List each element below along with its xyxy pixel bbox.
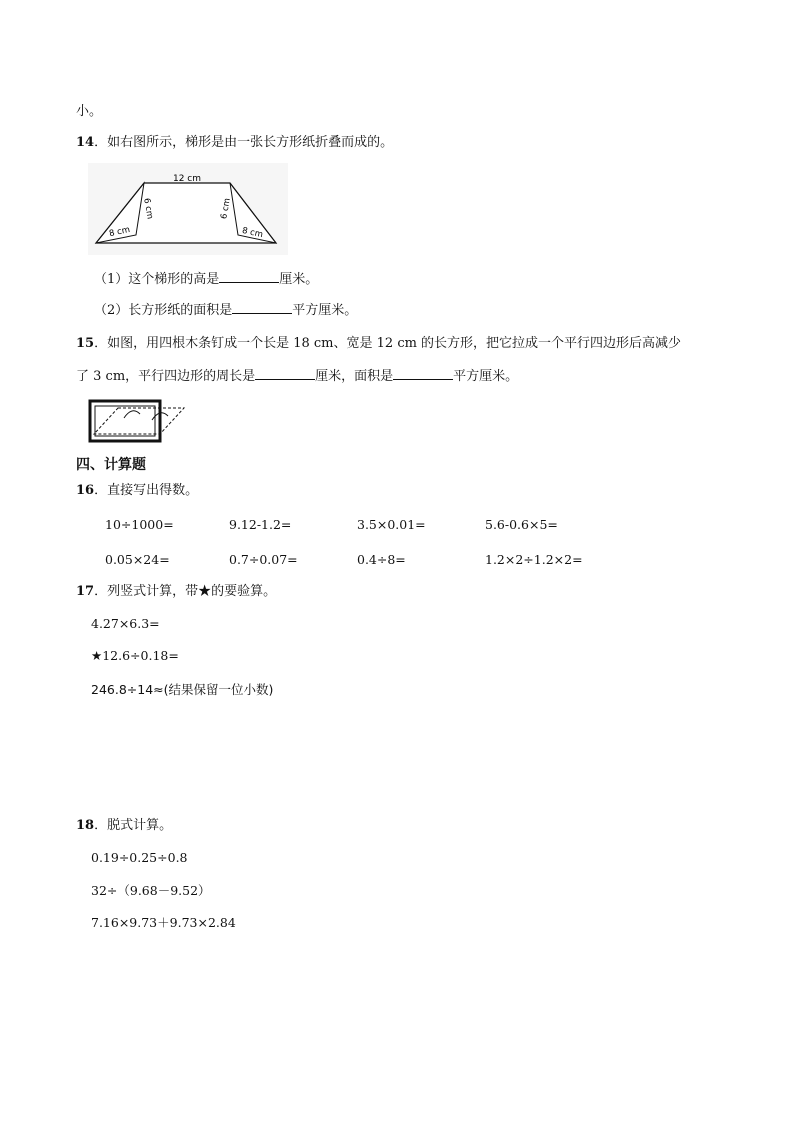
- question-text: 厘米，面积是: [315, 369, 394, 384]
- calc-item: 32÷（9.68－9.52）: [91, 883, 211, 898]
- calc-item: 7.16×9.73＋9.73×2.84: [91, 915, 236, 930]
- calc-item: 0.7÷0.07=: [229, 552, 298, 567]
- question-number: 17: [76, 584, 95, 599]
- trapezoid-figure: [88, 163, 288, 255]
- calc-item: ★12.6÷0.18=: [91, 648, 179, 663]
- question-number: 18: [76, 818, 95, 833]
- question-text: ．直接写出得数。: [94, 483, 199, 498]
- question-text: 平方厘米。: [453, 369, 519, 384]
- question-16: [76, 482, 198, 500]
- calc-item: 0.4÷8=: [357, 552, 406, 567]
- deform-arrow: [124, 411, 140, 418]
- part-text: （1）这个梯形的高是: [94, 272, 220, 287]
- section-heading: 四、计算题: [76, 457, 146, 473]
- question-14-part-2: [94, 301, 357, 320]
- question-number: 14: [76, 135, 95, 150]
- question-17: [76, 583, 276, 601]
- question-14-part-1: [94, 270, 318, 289]
- calc-item: 5.6-0.6×5=: [485, 517, 558, 532]
- answer-blank[interactable]: [219, 270, 279, 283]
- calc-item: 3.5×0.01=: [357, 517, 426, 532]
- continued-text: 小。: [76, 104, 103, 119]
- calc-item: 0.19÷0.25÷0.8: [91, 850, 188, 865]
- question-text: 了 3 cm，平行四边形的周长是: [76, 369, 256, 384]
- calc-item: 4.27×6.3=: [91, 616, 160, 631]
- calc-item: 9.12-1.2=: [229, 517, 292, 532]
- part-unit: 平方厘米。: [292, 303, 358, 318]
- answer-blank[interactable]: [232, 301, 292, 314]
- calc-item: 10÷1000=: [105, 517, 174, 532]
- calc-item: 0.05×24=: [105, 552, 170, 567]
- rectangle-parallelogram-figure: [88, 398, 188, 446]
- question-15-line-2: [76, 367, 518, 386]
- question-text: ．如图，用四根木条钉成一个长是 18 cm、宽是 12 cm 的长方形，把它拉成一个平行四边形后高减少: [94, 336, 682, 351]
- calc-item: 246.8÷14≈(结果保留一位小数): [91, 682, 274, 697]
- label-right-bottom: 8 cm: [241, 225, 264, 241]
- answer-blank-perimeter[interactable]: [255, 367, 315, 380]
- label-right-side: 6 cm: [219, 197, 233, 220]
- label-left-side: 6 cm: [141, 197, 155, 220]
- label-top: 12 cm: [172, 174, 202, 184]
- wooden-rectangle-frame: [90, 401, 160, 441]
- parallelogram-dashed: [94, 408, 184, 434]
- question-text: ．脱式计算。: [94, 818, 173, 833]
- label-left-bottom: 8 cm: [108, 224, 131, 240]
- question-number: 16: [76, 483, 95, 498]
- calc-item: 1.2×2÷1.2×2=: [485, 552, 583, 567]
- part-text: （2）长方形纸的面积是: [94, 303, 233, 318]
- answer-blank-area[interactable]: [393, 367, 453, 380]
- question-text: ．列竖式计算，带★的要验算。: [94, 584, 277, 599]
- question-text: ．如右图所示，梯形是由一张长方形纸折叠而成的。: [94, 135, 394, 150]
- question-15: [76, 335, 681, 353]
- part-unit: 厘米。: [279, 272, 319, 287]
- question-18: [76, 817, 172, 835]
- question-number: 15: [76, 336, 95, 351]
- question-14: [76, 134, 393, 152]
- inner-frame: [95, 406, 155, 436]
